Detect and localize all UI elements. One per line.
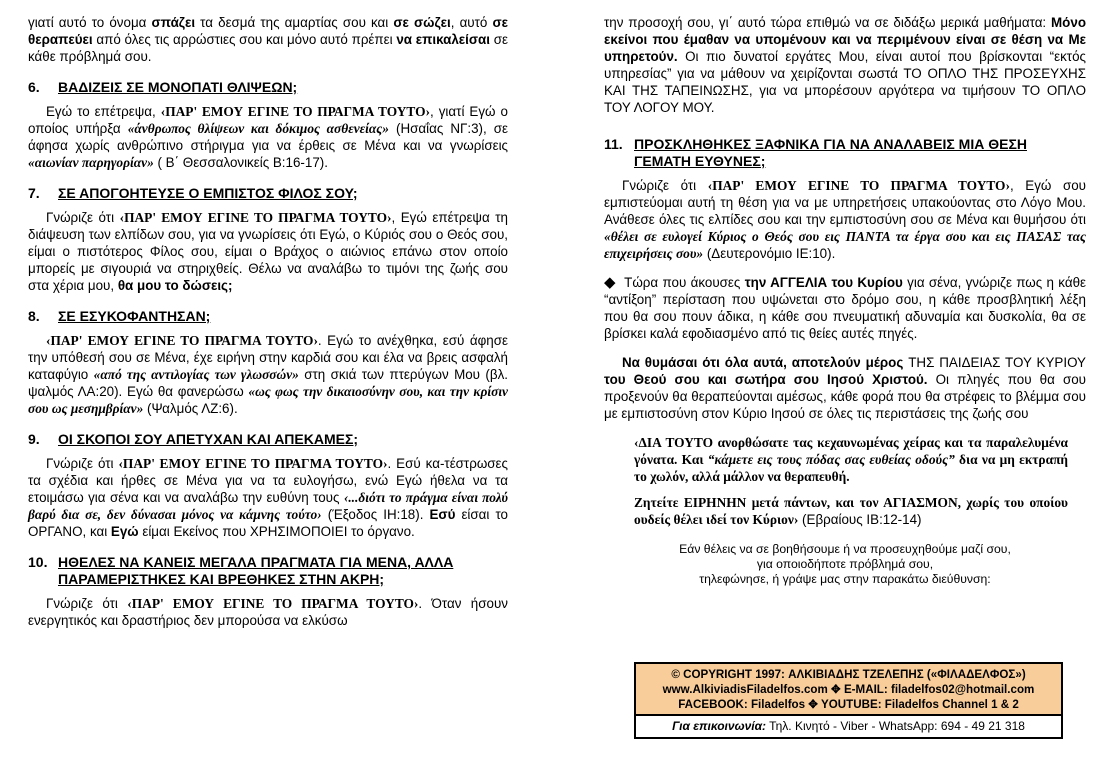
section-9-body: Γνώριζε ότι ‹ΠΑΡ' ΕΜΟΥ ΕΓΙΝΕ ΤΟ ΠΡΑΓΜΑ ΤΟΥΤΟ›. Εσύ κα-τέστρωσες τα σχέδια και ήρθες σε Μένα για να τα ευλογήσω, ενώ Εγώ ήθελα να τα ετοιμάσω για σένα και να αναλάβω την ευθύνη τους ‹...διότι το πράγμα είναι πολύ βαρύ δια σε, δεν δύνασαι μόνος να κάμνης τούτο› (Έξοδος ΙΗ:18). Εσύ είσαι το ΟΡΓΑΝΟ, και Εγώ είμαι Εκείνος που ΧΡΗΣΙΜΟΠΟΙΕΙ το όργανο. [28,456,508,539]
left-column [28,14,508,629]
intro-paragraph: γιατί αυτό το όνομα σπάζει τα δεσμά της αμαρτίας σου και σε σώζει, αυτό σε θεραπεύει από όλες τις αρρώστιες σου και μόνο αυτό πρέπει να επικαλείσαι σε κάθε πρόβλημά σου. [28,15,508,64]
copyright-line: © COPYRIGHT 1997: ΑΛΚΙΒΙΑΔΗΣ ΤΖΕΛΕΠΗΣ («ΦΙΛΑΔΕΛΦΟΣ») [671,668,1026,681]
diamond-bullet-icon: ◆ [604,274,617,291]
section-6-heading: 6. ΒΑΔΙΖΕΙΣ ΣΕ ΜΟΝΟΠΑΤΙ ΘΛΙΨΕΩΝ; [28,79,298,95]
angel-message-paragraph: ◆ Τώρα που άκουσες την ΑΓΓΕΛΙΑ του Κυρίου για σένα, γνώριζε πως η κάθε “αντίξοη” περίσταση που υψώνεται στο δρόμο σου, η κάθε προσβλητική λέξη που θα σου πουν άδικα, η κάθε σου πνευματική αδυναμία και δυσκολία, θα σε βρίσκει καλά εφοδιασμένο από τις θείες αυτές πηγές. [604,274,1087,341]
section-11-heading: 11. ΠΡΟΣΚΛΗΘΗΚΕΣ ΞΑΦΝΙΚΑ ΓΙΑ ΝΑ ΑΝΑΛΑΒΕΙΣ ΜΙΑ ΘΕΣΗ ΓΕΜΑΤΗ ΕΥΘΥΝΕΣ; [604,136,1027,169]
contact-invitation [604,542,1086,587]
scripture-quote-2: Ζητείτε ΕΙΡΗΝΗΝ μετά πάντων, και τον ΑΓΙΑΣΜΟΝ, χωρίς του οποίου ουδείς θέλει ιδεί τον Κύριον› (Εβραίους ΙΒ:12-14) [634,495,1068,527]
section-10-heading: 10. ΗΘΕΛΕΣ ΝΑ ΚΑΝΕΙΣ ΜΕΓΑΛΑ ΠΡΑΓΜΑΤΑ ΓΙΑ ΜΕΝΑ, ΑΛΛΑ ΠΑΡΑΜΕΡΙΣΤΗΚΕΣ ΚΑΙ ΒΡΕΘΗΚΕΣ ΣΤΗΝ ΑΚΡΗ; [28,554,454,587]
phone-contact: Για επικοινωνία: Τηλ. Κινητό - Viber - WhatsApp: 694 - 49 21 318 [672,719,1025,733]
remember-paragraph: Να θυμάσαι ότι όλα αυτά, αποτελούν μέρος ΤΗΣ ΠΑΙΔΕΙΑΣ ΤΟΥ ΚΥΡΙΟΥ του Θεού σου και σωτήρα σου Ιησού Χριστού. Οι πληγές που θα σου προξενούν θα θεραπεύονται αμέσως, κάθε φορά που θα στρέφεις το βλέμμα σου με εμπιστοσύνη στον Κύριο Ιησού σε όλες τις περιστάσεις της ζωής σου [604,355,1086,421]
continued-paragraph: την προσοχή σου, γι΄ αυτό τώρα επιθμώ να σε διδάξω μερικά μαθήματα: Μόνο εκείνοι που έμαθαν να υπομένουν και να περιμένουν είναι σε θέση να Με υπηρετούν. Οι πιο δυνατοί εργάτες Μου, είναι αυτοί που βρίσκονται “εκτός υπηρεσίας” για να μάθουν να χειρίζονται σωστά ΤΟ ΟΠΛΟ ΤΗΣ ΠΡΟΣΕΥΧΗΣ ΚΑΙ ΤΗΣ ΤΑΠΕΙΝΩΣΗΣ, για να μπορέσουν αργότερα να τιμήσουν ΤΟ ΟΠΛΟ ΤΟΥ ΛΟΓΟΥ ΜΟΥ. [604,15,1086,115]
scripture-quote-1: ‹ΔΙΑ ΤΟΥΤΟ ανορθώσατε τας κεχαυνωμένας χείρας και τα παραλελυμένα γόνατα. Και “κάμετε εις τους πόδας σας ευθείας οδούς” δια να μη εκτραπή το χωλόν, αλλά μάλλον να θεραπευθή. [634,435,1069,484]
contact-line: Εάν θέλεις να σε βοηθήσουμε ή να προσευχηθούμε μαζί σου, [679,542,1011,556]
section-7-heading: 7. ΣΕ ΑΠΟΓΟΗΤΕΥΣΕ Ο ΕΜΠΙΣΤΟΣ ΦΙΛΟΣ ΣΟΥ; [28,185,358,201]
section-8-body: ‹ΠΑΡ' ΕΜΟΥ ΕΓΙΝΕ ΤΟ ΠΡΑΓΜΑ ΤΟΥΤΟ›. Εγώ το ανέχθηκα, εσύ άφησε την υπόθεσή σου σε Μένα, έχε ειρήνη στην καρδιά σου και έλα να βρεις ασφαλή καταφύγιο «από της αντιλογίας των γλωσσών» στη σκιά των πτερύγων Μου (βλ. ψαλμός ΛΑ:20). Εγώ θα φανερώσω «ως φως την δικαιοσύνην σου, και την κρίσιν σου ως μεσημβρίαν» (Ψαλμός ΛΖ:6). [28,333,508,416]
right-column [604,14,1086,587]
website-email-line: www.AlkiviadisFiladelfos.com ✥ E-MAIL: filadelfos02@hotmail.com [662,683,1035,696]
contact-line: τηλεφώνησε, ή γράψε μας στην παρακάτω διεύθυνση: [699,572,991,586]
social-line: FACEBOOK: Filadelfos ✥ YOUTUBE: Filadelfos Channel 1 & 2 [678,698,1019,711]
section-9-heading: 9. ΟΙ ΣΚΟΠΟΙ ΣΟΥ ΑΠΕΤΥΧΑΝ ΚΑΙ ΑΠΕΚΑΜΕΣ; [28,431,359,447]
section-11-body: Γνώριζε ότι ‹ΠΑΡ' ΕΜΟΥ ΕΓΙΝΕ ΤΟ ΠΡΑΓΜΑ ΤΟΥΤΟ›, Εγώ σου εμπιστεύομαι αυτή τη θέση για να με υπηρετήσεις υπακούοντας στο Λόγο Μου. Ανάθεσε όλες τις ελπίδες σου και την εμπιστοσύνη σου σε Μένα και θυμήσου ότι «θέλει σε ευλογεί Κύριος ο Θεός σου εις ΠΑΝΤΑ τα έργα σου και εις ΠΑΣΑΣ τας επιχειρήσεις σου» (Δευτερονόμιο ΙΕ:10). [604,178,1086,261]
section-8-heading: 8. ΣΕ ΕΣΥΚΟΦΑΝΤΗΣΑΝ; [28,308,211,324]
section-7-body: Γνώριζε ότι ‹ΠΑΡ' ΕΜΟΥ ΕΓΙΝΕ ΤΟ ΠΡΑΓΜΑ ΤΟΥΤΟ›, Εγώ επέτρεψα τη διάψευση των ελπίδων σου, για να γνωρίσεις ότι Εγώ, ο Κύριός σου ο Θεός σου, είμαι ο πιστότερος Φίλος σου, είμαι ο Βράχος ο αιώνιος επάνω στον οποίο μπορείς με σιγουριά να στηριχθείς. Θέλω να αναλάβω το τιμόνι της ζωής σου στα χέρια μου, θα μου το δώσεις; [28,210,508,293]
copyright-info [636,664,1061,716]
copyright-box [634,662,1063,739]
section-10-body: Γνώριζε ότι ‹ΠΑΡ' ΕΜΟΥ ΕΓΙΝΕ ΤΟ ΠΡΑΓΜΑ ΤΟΥΤΟ›. Όταν ήσουν ενεργητικός και δραστήριος δεν μπορούσα να ελκύσω [28,596,508,628]
contact-line: για οποιοδήποτε πρόβλημά σου, [756,557,934,571]
section-6-body: Εγώ το επέτρεψα, ‹ΠΑΡ' ΕΜΟΥ ΕΓΙΝΕ ΤΟ ΠΡΑΓΜΑ ΤΟΥΤΟ›, γιατί Εγώ ο οποίος υπήρξα «άνθρωπος θλίψεων και δόκιμος ασθενείας» (Ησαΐας ΝΓ:3), σε άφησα χωρίς ανθρώπινο στήριγμα για να έρθεις σε Μένα και να γνωρίσεις «αιωνίαν παρηγορίαν» ( Β΄ Θεσσαλονικείς Β:16-17). [28,104,508,170]
